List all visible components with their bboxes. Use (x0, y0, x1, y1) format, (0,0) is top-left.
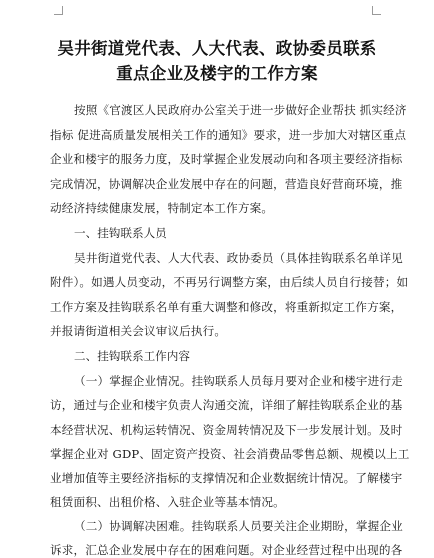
section1-line: 并报请街道相关会议审议后执行。 (50, 324, 227, 338)
page-corner-mark-left (54, 6, 63, 15)
section1-line: 工作方案及挂钩联系名单有重大调整和修改，将重新拟定工作方案， (50, 300, 403, 314)
intro-line: 按照《官渡区人民政府办公室关于进一步做好企业帮扶 抓实经济 (74, 103, 407, 117)
section2-line: （一）掌握企业情况。挂钩联系人员每月要对企业和楼宇进行走 (74, 374, 403, 388)
section-heading-2: 二、挂钩联系工作内容 (74, 349, 190, 363)
section2-line: 诉求，汇总企业发展中存在的困难问题。对企业经营过程中出现的各 (50, 543, 403, 557)
section1-line: 吴井街道党代表、人大代表、政协委员（具体挂钩联系名单详见 (74, 251, 403, 265)
document-title-line-2: 重点企业及楼宇的工作方案 (116, 64, 318, 83)
section2-line: 租赁面积、出租价格、入驻企业等基本情况。 (50, 495, 285, 509)
intro-line: 企业和楼宇的服务力度，及时掌握企业发展动向和各项主要经济指标 (50, 152, 403, 166)
section2-line: 业增加值等主要经济指标的支撑情况和企业数据统计情况。了解楼宇 (50, 471, 403, 485)
page-corner-mark-right (372, 6, 381, 15)
section-heading-1: 一、挂钩联系人员 (74, 226, 167, 240)
section1-line: 附件）。如遇人员变动，不再另行调整方案，由后续人员自行接替；如 (50, 275, 409, 289)
intro-line: 动经济持续健康发展，特制定本工作方案。 (50, 201, 274, 215)
section2-line: （二）协调解决困难。挂钩联系人员要关注企业期盼，掌握企业 (74, 519, 403, 533)
intro-line: 指标 促进高质量发展相关工作的通知》要求，进一步加大对辖区重点 (50, 128, 407, 142)
intro-line: 完成情况，协调解决企业发展中存在的问题，营造良好营商环境，推 (50, 177, 403, 191)
section2-line: 本经营状况、机构运转情况、资金周转情况及下一步发展计划。及时 (50, 423, 403, 437)
section2-line: 访，通过与企业和楼宇负责人沟通交流，详细了解挂钩联系企业的基 (50, 398, 403, 412)
section2-line: 掌握企业对 GDP、固定资产投资、社会消费品零售总额、规模以上工 (50, 447, 410, 461)
document-title-line-1: 吴井街道党代表、人大代表、政协委员联系 (57, 39, 377, 58)
